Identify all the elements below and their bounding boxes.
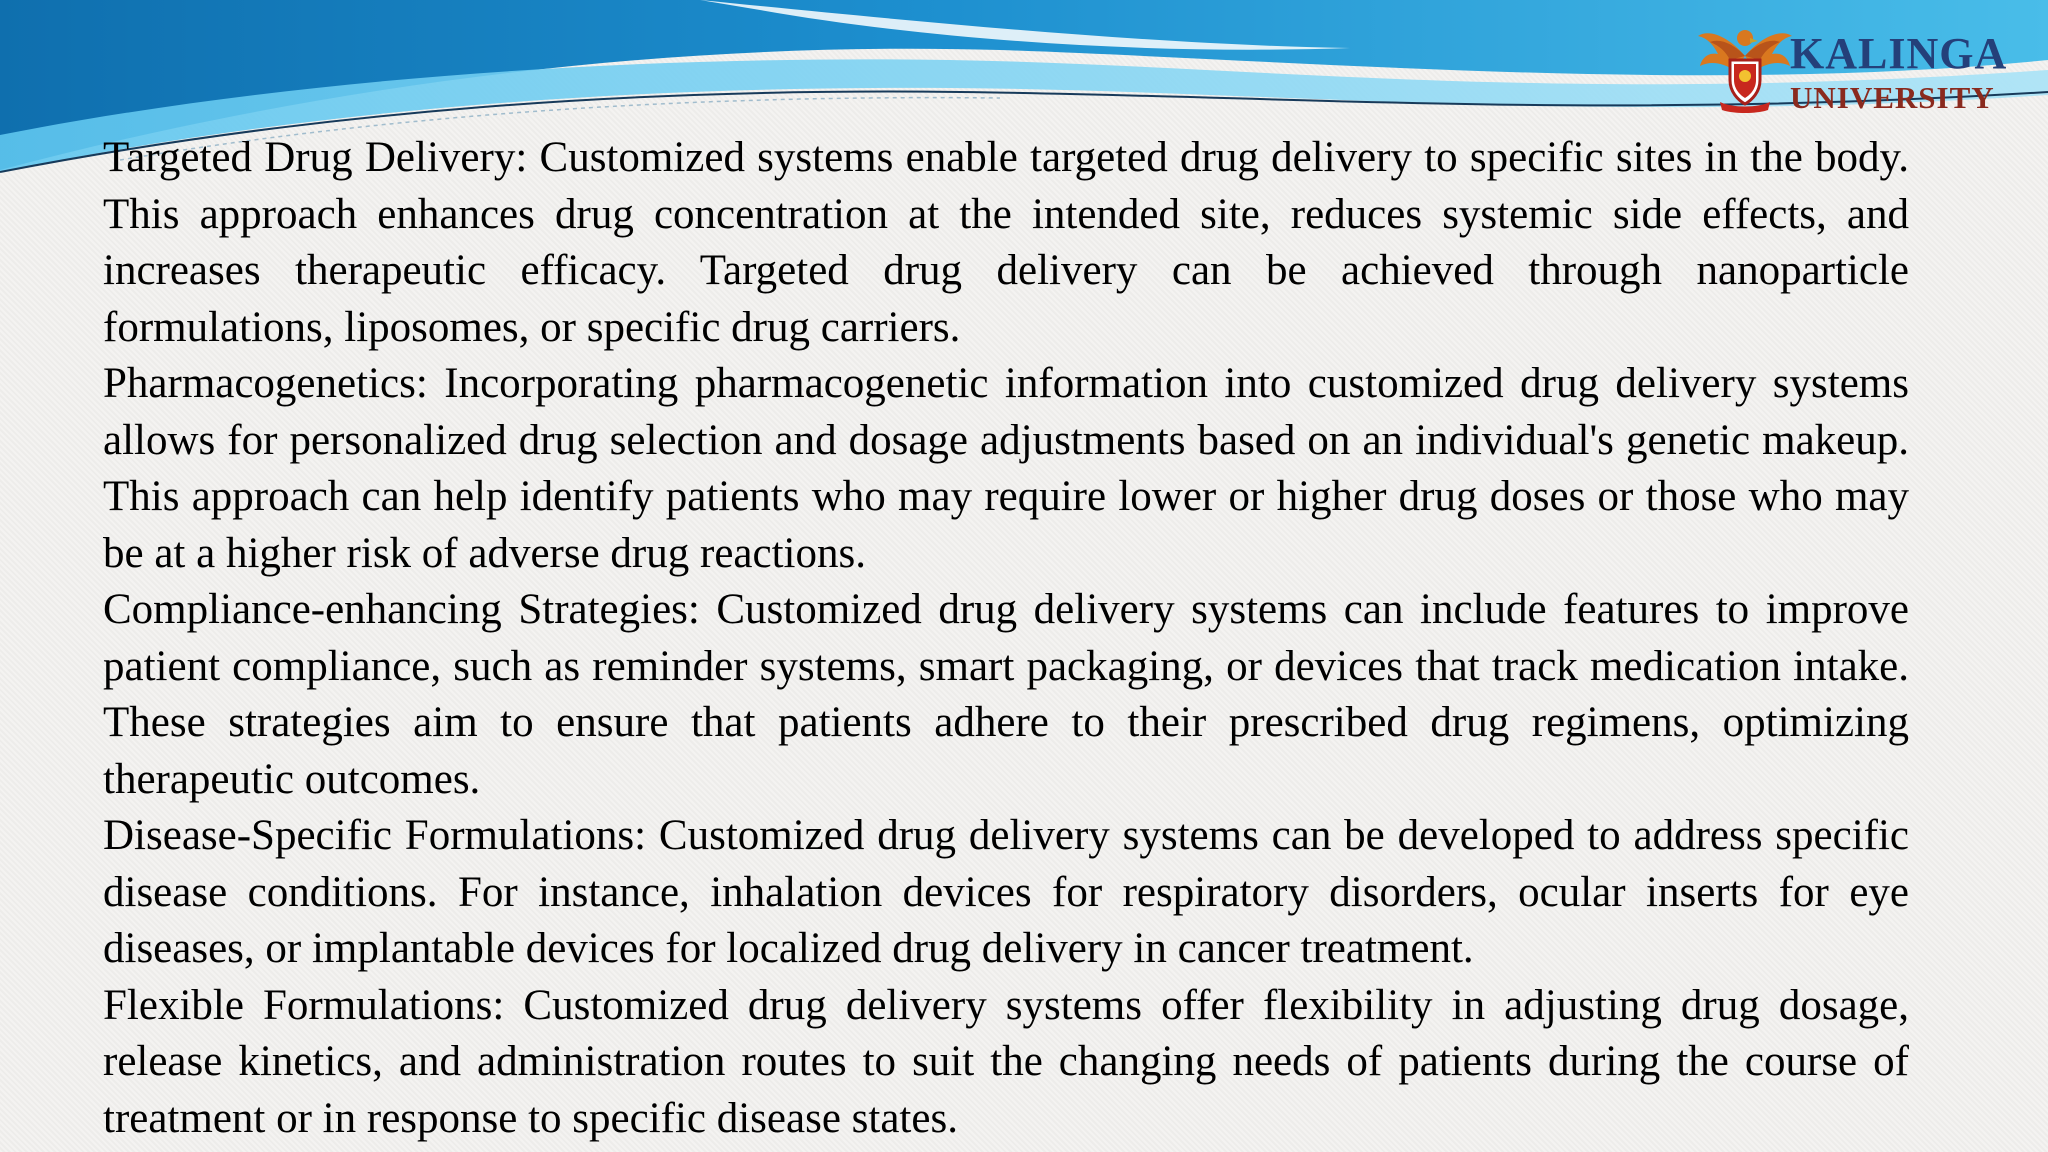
logo-title: KALINGA [1790, 29, 2008, 78]
eagle-emblem-icon [1690, 8, 1800, 118]
slide-body [103, 130, 1909, 1147]
logo-subtitle: UNIVERSITY [1790, 80, 1995, 115]
paragraph-compliance-strategies: Compliance-enhancing Strategies: Customized drug delivery systems can include features to improve patient compliance, such as reminder systems, smart packaging, or devices that track medication intake. These strategies aim to ensure that patients adhere to their prescribed drug regimens, optimizing therapeutic outcomes. [103, 586, 1909, 803]
paragraph-pharmacogenetics: Pharmacogenetics: Incorporating pharmacogenetic information into customized drug delivery systems allows for personalized drug selection and dosage adjustments based on an individual's genetic makeup. This approach can help identify patients who may require lower or higher drug doses or those who may be at a higher risk of adverse drug reactions. [103, 360, 1909, 577]
paragraph-targeted-drug-delivery: Targeted Drug Delivery: Customized systems enable targeted drug delivery to specific sites in the body. This approach enhances drug concentration at the intended site, reduces systemic side effects, and increases therapeutic efficacy. Targeted drug delivery can be achieved through nanoparticle formulations, liposomes, or specific drug carriers. [103, 134, 1909, 351]
paragraph-disease-specific-formulations: Disease-Specific Formulations: Customized drug delivery systems can be developed to address specific disease conditions. For instance, inhalation devices for respiratory disorders, ocular inserts for eye diseases, or implantable devices for localized drug delivery in cancer treatment. [103, 812, 1909, 972]
paragraph-flexible-formulations: Flexible Formulations: Customized drug delivery systems offer flexibility in adjusting drug dosage, release kinetics, and administration routes to suit the changing needs of patients during the course of treatment or in response to specific disease states. [103, 981, 1909, 1142]
university-logo [1690, 8, 2008, 118]
